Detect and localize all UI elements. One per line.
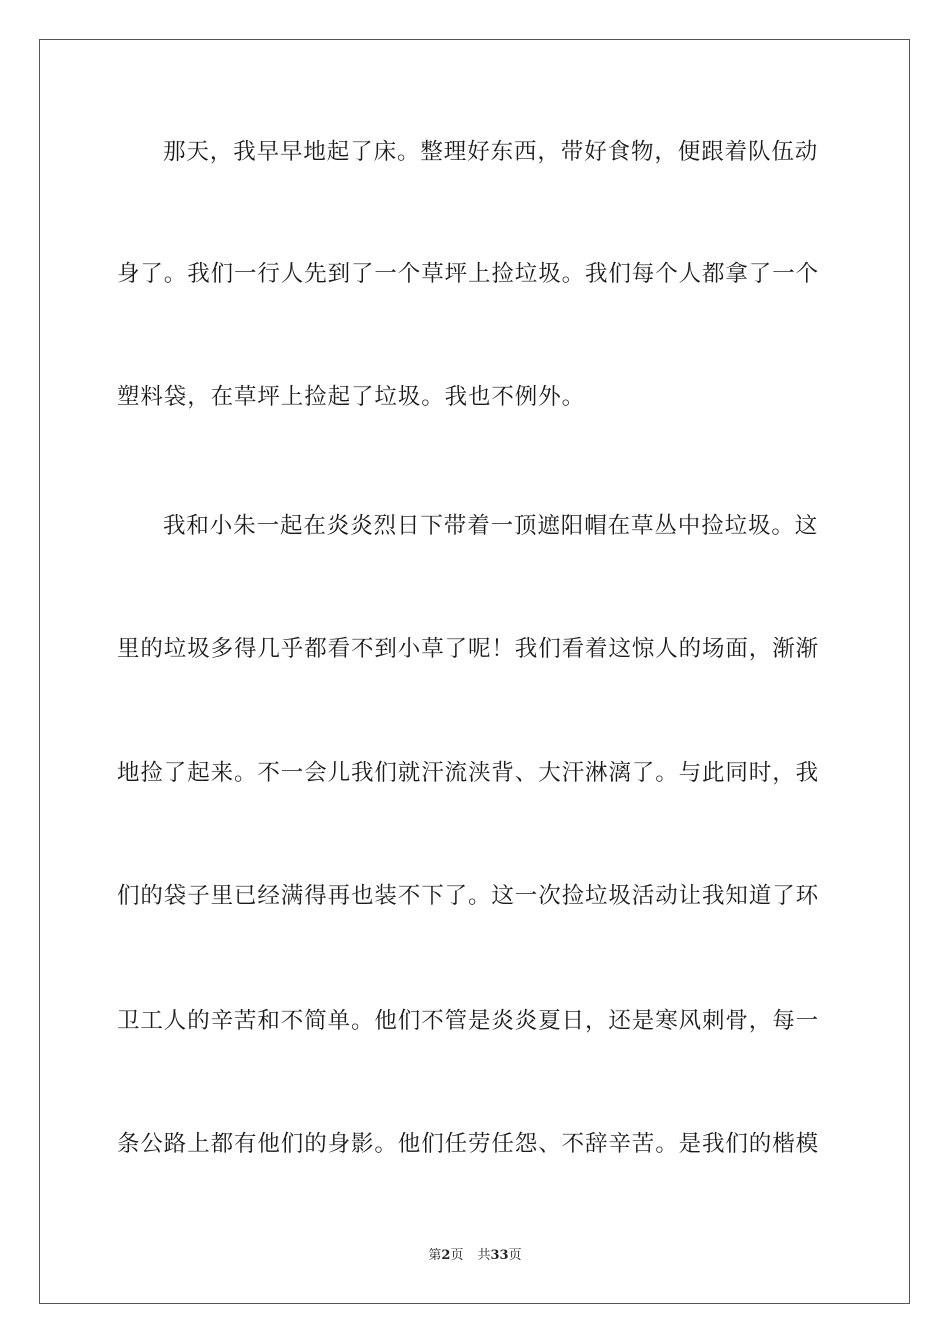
total-suffix: 页 — [508, 1248, 522, 1263]
page-suffix: 页 — [450, 1248, 464, 1263]
paragraph-1-line-3: 塑料袋，在草坪上捡起了垃圾。我也不例外。 — [117, 384, 586, 410]
paragraph-2-line-3: 地捡了起来。不一会儿我们就汗流浃背、大汗淋漓了。与此同时，我 — [117, 760, 820, 786]
total-pages: 33 — [490, 1248, 509, 1263]
page-prefix: 第 — [428, 1248, 442, 1263]
paragraph-1-line-1: 那天，我早早地起了床。整理好东西，带好食物，便跟着队伍动 — [163, 139, 819, 165]
paragraph-1-line-2: 身了。我们一行人先到了一个草坪上捡垃圾。我们每个人都拿了一个 — [117, 261, 820, 287]
paragraph-2-line-1: 我和小朱一起在炎炎烈日下带着一顶遮阳帽在草丛中捡垃圾。这 — [163, 513, 819, 539]
paragraph-2-line-6: 条公路上都有他们的身影。他们任劳任怨、不辞辛苦。是我们的楷模 — [117, 1131, 820, 1157]
total-prefix: 共 — [477, 1248, 491, 1263]
page-footer — [0, 1247, 950, 1265]
page-border — [39, 39, 910, 1304]
paragraph-2-line-4: 们的袋子里已经满得再也装不下了。这一次捡垃圾活动让我知道了环 — [117, 883, 820, 909]
paragraph-2-line-5: 卫工人的辛苦和不简单。他们不管是炎炎夏日，还是寒风刺骨，每一 — [117, 1008, 820, 1034]
paragraph-2-line-2: 里的垃圾多得几乎都看不到小草了呢！我们看着这惊人的场面，渐渐 — [117, 636, 820, 662]
page-number: 2 — [441, 1248, 451, 1263]
